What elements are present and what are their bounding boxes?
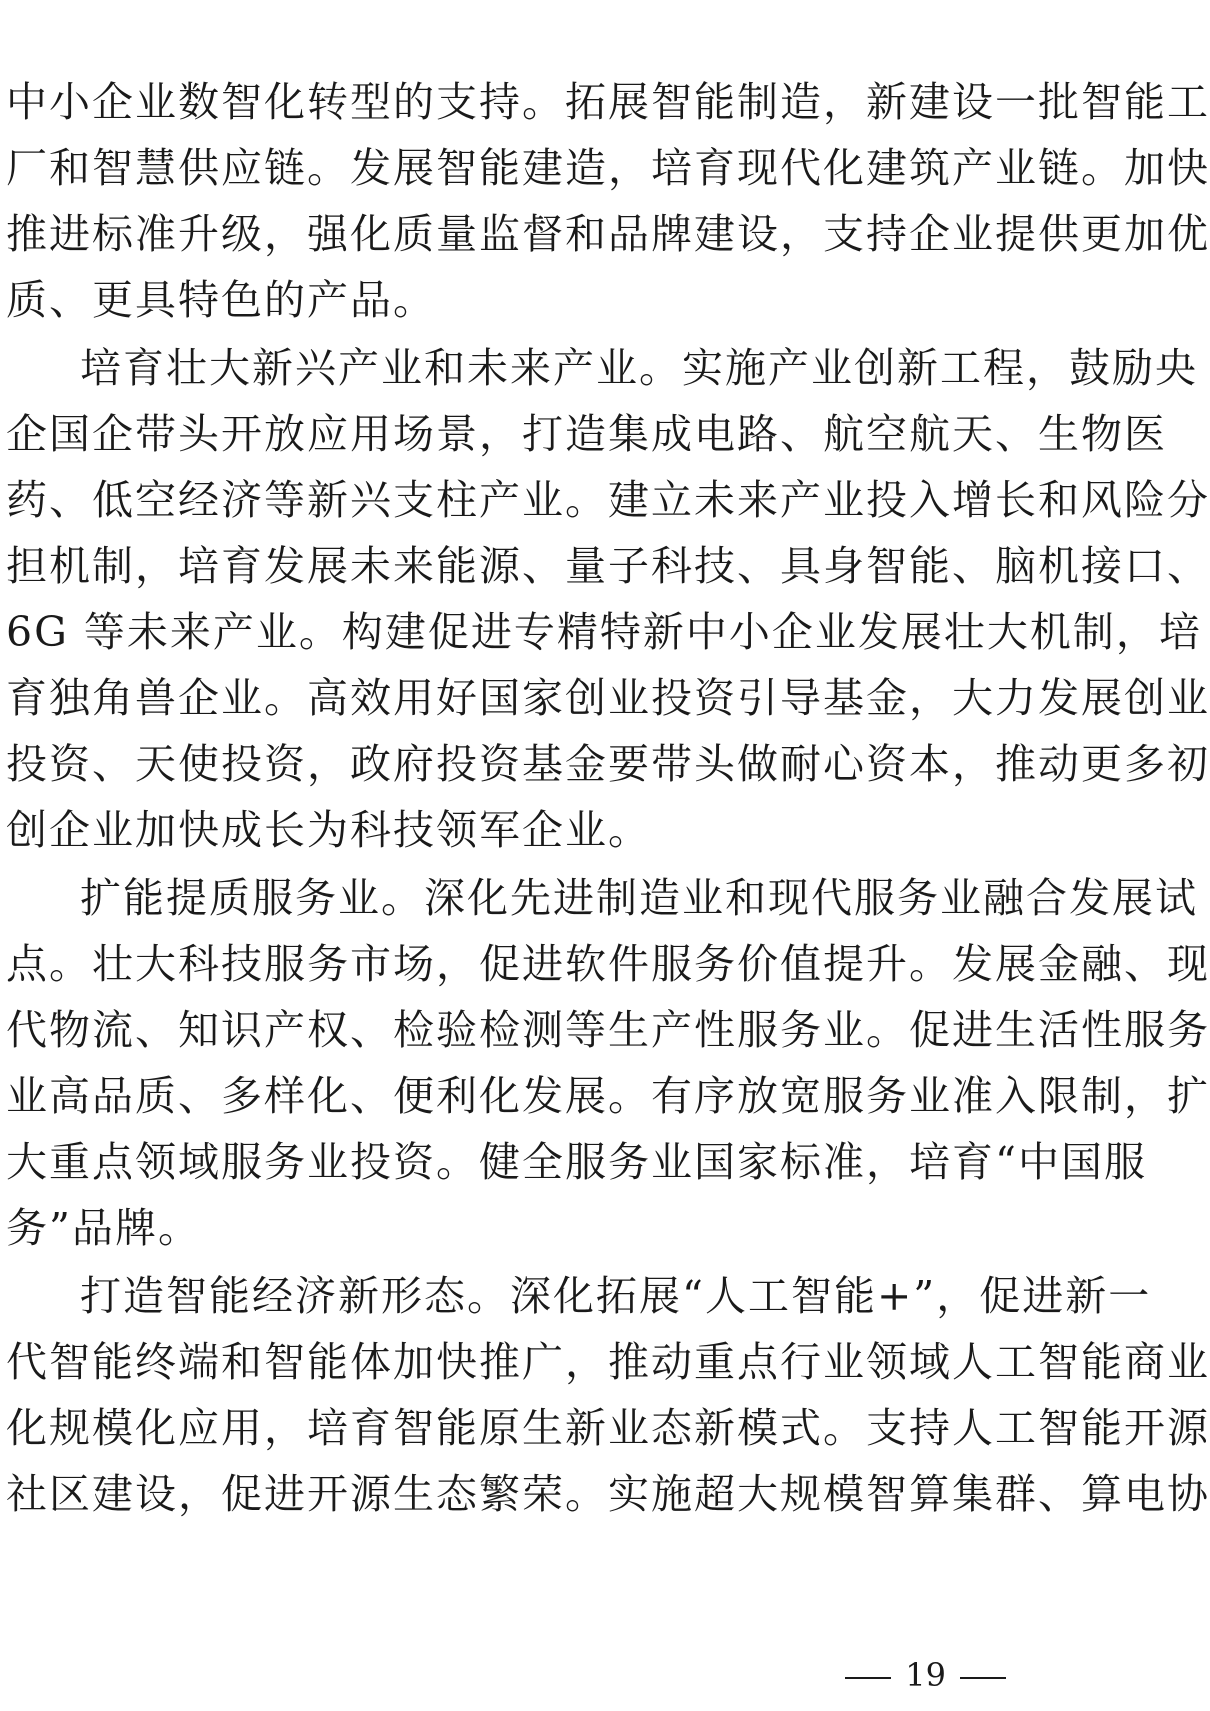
text-line: 培育壮大新兴产业和未来产业。实施产业创新工程，鼓励央 <box>80 344 1198 392</box>
text-line: 6G 等未来产业。构建促进专精特新中小企业发展壮大机制，培 <box>6 608 1202 656</box>
text-line: 大重点领域服务业投资。健全服务业国家标准，培育“中国服 <box>6 1138 1147 1186</box>
page-number-value: 19 <box>905 1656 946 1694</box>
text-line: 育独角兽企业。高效用好国家创业投资引导基金，大力发展创业 <box>6 674 1210 722</box>
text-line: 化规模化应用，培育智能原生新业态新模式。支持人工智能开源 <box>6 1404 1210 1452</box>
text-line: 点。壮大科技服务市场，促进软件服务价值提升。发展金融、现 <box>6 940 1210 988</box>
text-line: 扩能提质服务业。深化先进制造业和现代服务业融合发展试 <box>80 874 1198 922</box>
text-line: 企国企带头开放应用场景，打造集成电路、航空航天、生物医 <box>6 410 1167 458</box>
text-line: 担机制，培育发展未来能源、量子科技、具身智能、脑机接口、 <box>6 542 1210 590</box>
text-line: 业高品质、多样化、便利化发展。有序放宽服务业准入限制，扩 <box>6 1072 1210 1120</box>
text-line: 创企业加快成长为科技领军企业。 <box>6 806 651 854</box>
text-line: 代物流、知识产权、检验检测等生产性服务业。促进生活性服务 <box>6 1006 1210 1054</box>
page-number <box>831 1650 1020 1700</box>
text-line: 药、低空经济等新兴支柱产业。建立未来产业投入增长和风险分 <box>6 476 1210 524</box>
page-number-dash-right <box>960 1677 1006 1679</box>
text-line: 质、更具特色的产品。 <box>6 276 436 324</box>
text-line: 打造智能经济新形态。深化拓展“人工智能+”，促进新一 <box>80 1272 1152 1320</box>
text-line: 中小企业数智化转型的支持。拓展智能制造，新建设一批智能工 <box>6 78 1210 126</box>
text-line: 投资、天使投资，政府投资基金要带头做耐心资本，推动更多初 <box>6 740 1210 788</box>
text-line: 厂和智慧供应链。发展智能建造，培育现代化建筑产业链。加快 <box>6 144 1210 192</box>
text-line: 推进标准升级，强化质量监督和品牌建设，支持企业提供更加优 <box>6 210 1210 258</box>
text-line: 社区建设，促进开源生态繁荣。实施超大规模智算集群、算电协 <box>6 1470 1210 1518</box>
text-line: 务”品牌。 <box>6 1204 201 1252</box>
text-line: 代智能终端和智能体加快推广，推动重点行业领域人工智能商业 <box>6 1338 1210 1386</box>
page-number-dash-left <box>845 1677 891 1679</box>
